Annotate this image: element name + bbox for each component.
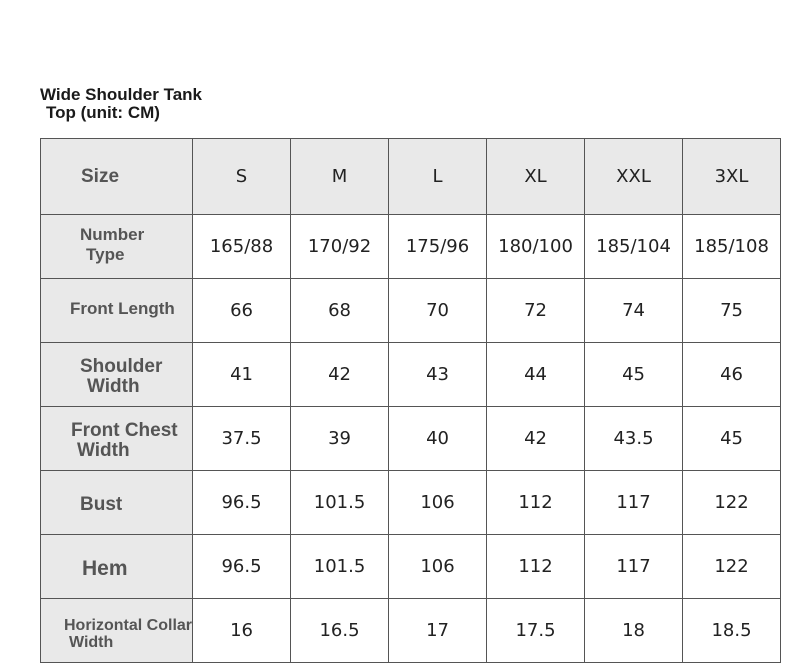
value-cell: 170/92	[291, 215, 389, 279]
value-cell: 101.5	[291, 535, 389, 599]
value-cell: 106	[389, 471, 487, 535]
value-cell: 96.5	[193, 471, 291, 535]
table-row	[41, 599, 781, 663]
value-cell: 70	[389, 279, 487, 343]
size-header-label: Size	[81, 166, 120, 187]
value-cell: 16.5	[291, 599, 389, 663]
value-cell: 122	[683, 535, 781, 599]
row-label: Front Length	[41, 279, 193, 343]
value-cell: 185/104	[585, 215, 683, 279]
header-row	[41, 139, 781, 215]
value-cell: 75	[683, 279, 781, 343]
value-cell: 17.5	[487, 599, 585, 663]
value-cell: 66	[193, 279, 291, 343]
value-cell: 68	[291, 279, 389, 343]
value-cell: 106	[389, 535, 487, 599]
size-header-cell	[41, 139, 193, 215]
row-label: Hem	[41, 535, 193, 599]
value-cell: 101.5	[291, 471, 389, 535]
value-cell: 185/108	[683, 215, 781, 279]
size-cell: 3XL	[683, 139, 781, 215]
value-cell: 122	[683, 471, 781, 535]
value-cell: 18	[585, 599, 683, 663]
value-cell: 72	[487, 279, 585, 343]
value-cell: 43	[389, 343, 487, 407]
value-cell: 46	[683, 343, 781, 407]
value-cell: 44	[487, 343, 585, 407]
row-label: Front Chest Width	[41, 407, 193, 471]
title-line-1: Wide Shoulder Tank	[40, 85, 202, 104]
value-cell: 40	[389, 407, 487, 471]
value-cell: 165/88	[193, 215, 291, 279]
table-row	[41, 279, 781, 343]
row-label: Shoulder Width	[41, 343, 193, 407]
size-chart-table	[40, 138, 781, 663]
value-cell: 45	[585, 343, 683, 407]
size-cell: S	[193, 139, 291, 215]
value-cell: 18.5	[683, 599, 781, 663]
value-cell: 117	[585, 471, 683, 535]
table-row	[41, 343, 781, 407]
value-cell: 117	[585, 535, 683, 599]
value-cell: 180/100	[487, 215, 585, 279]
size-cell: XL	[487, 139, 585, 215]
table-row	[41, 215, 781, 279]
value-cell: 175/96	[389, 215, 487, 279]
value-cell: 39	[291, 407, 389, 471]
value-cell: 41	[193, 343, 291, 407]
value-cell: 16	[193, 599, 291, 663]
value-cell: 42	[291, 343, 389, 407]
table-title	[40, 86, 202, 122]
title-line-2: Top (unit: CM)	[46, 103, 160, 122]
size-cell: M	[291, 139, 389, 215]
value-cell: 112	[487, 471, 585, 535]
value-cell: 45	[683, 407, 781, 471]
table-row	[41, 535, 781, 599]
value-cell: 43.5	[585, 407, 683, 471]
size-cell: L	[389, 139, 487, 215]
row-label: Bust	[41, 471, 193, 535]
row-label: Number Type	[41, 215, 193, 279]
value-cell: 17	[389, 599, 487, 663]
value-cell: 37.5	[193, 407, 291, 471]
row-label: Horizontal Collar Width	[41, 599, 193, 663]
table-row	[41, 471, 781, 535]
value-cell: 42	[487, 407, 585, 471]
value-cell: 74	[585, 279, 683, 343]
table-row	[41, 407, 781, 471]
value-cell: 96.5	[193, 535, 291, 599]
value-cell: 112	[487, 535, 585, 599]
size-cell: XXL	[585, 139, 683, 215]
